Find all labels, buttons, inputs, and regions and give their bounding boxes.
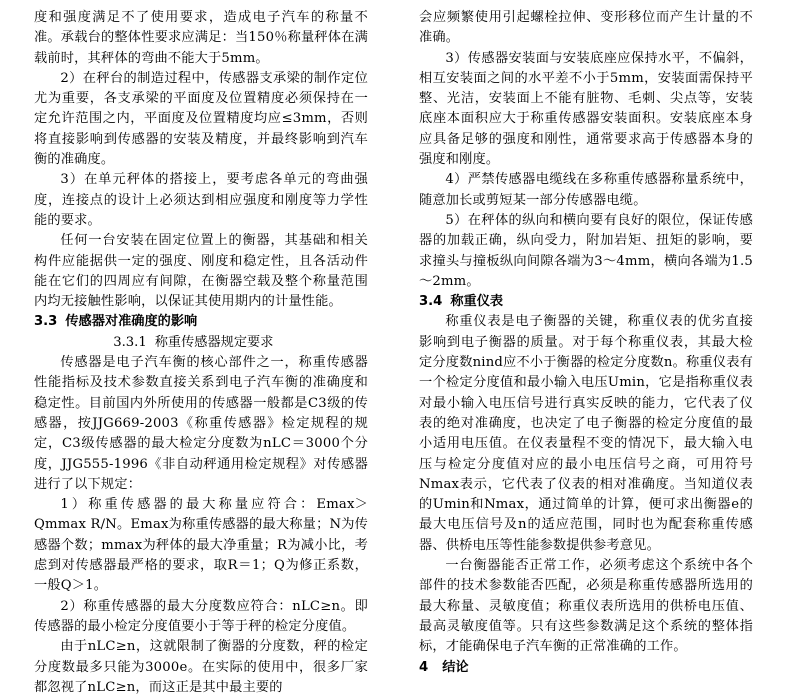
body-paragraph: 称重仪表是电子衡器的关键，称重仪表的优劣直接影响到电子衡器的质量。对于每个称重仪表，其最大检定分度数nind应不小于衡器的检定分度数n。称重仪表有一个检定分度值和最小输入电压Umin，它是指称重仪表对最小输入电压信号进行真实反映的能力，它代表了仪表的绝对准确度，也决定了电子衡器的检定分度值的最小适用电压值。在仪表量程不变的情况下，最大输入电压与检定分度值对应的最小电压信号之商，可用符号Nmax表示，它代表了仪表的相对准确度。当知道仪表的Umin和Nmax，通过简单的计算，便可求出衡器e的最大电压信号及n的适应范围，同时也为配套称重传感器、供桥电压等性能参数提供参考意见。: [419, 314, 753, 553]
section-number: 4: [419, 659, 429, 675]
body-paragraph: 一台衡器能否正常工作，必须考虑这个系统中各个部件的技术参数能否匹配，必须是称重传感器所选用的最大称量、灵敏度值；称重仪表所选用的供桥电压值、最高灵敏度值等。只有这些参数满足这个系统的整体指标，才能确保电子汽车衡的正常准确的工作。: [419, 558, 753, 655]
body-paragraph: 由于nLC≥n，这就限制了衡器的分度数，秤的检定分度数最多只能为3000e。在实际的使用中，很多厂家都忽视了nLC≥n，而这正是其中最主要的: [34, 639, 368, 695]
subsection-heading: [34, 333, 368, 353]
body-paragraph: 会应频繁使用引起螺栓拉伸、变形移位而产生计量的不准确。: [419, 10, 753, 46]
right-text-column: [419, 8, 753, 684]
body-paragraph: 任何一台安装在固定位置上的衡器，其基础和相关构件应能据供一定的强度、刚度和稳定性，且各活动件能在它们的四周应有间隙，在衡器空载及整个称量范围内均无接触性影响，以保证其使用期内的计量性能。: [34, 233, 368, 310]
body-paragraph: 2）在秤台的制造过程中，传感器支承梁的制作定位尤为重要，各支承梁的平面度及位置精度必须保持在一定允许范围之内，平面度及位置精度均应≤3mm，否则将直接影响到传感器的安装及精度，并最终影响到汽车衡的准确度。: [34, 70, 368, 168]
body-paragraph: 3）传感器安装面与安装底座应保持水平，不偏斜，相互安装面之间的水平差不小于5mm，安装面需保持平整、光洁，安装面上不能有脏物、毛刺、尖点等，安装底座本面积应大于称重传感器安装面积。安装底座本身应具备足够的强度和刚性，通常要求高于传感器本身的强度和刚度。: [419, 50, 753, 168]
section-title: 称重仪表: [450, 294, 504, 310]
subsection-number: 3.3.1: [113, 334, 147, 350]
body-paragraph: 5）在秤体的纵向和横向要有良好的限位，保证传感器的加载正确，纵向受力，附加岩矩、扭矩的影响，要求撞头与撞板纵向间隙各端为3～4mm，横向各端为1.5～2mm。: [419, 212, 753, 289]
section-title: 传感器对准确度的影响: [65, 314, 198, 330]
body-paragraph: 3）在单元秤体的搭接上，要考虑各单元的弯曲强度，连接点的设计上必须达到相应强度和刚度等力学性能的要求。: [34, 172, 368, 228]
section-number: 3.4: [419, 294, 443, 310]
left-text-column: [34, 8, 368, 695]
section-heading: [34, 312, 368, 332]
section-heading: [419, 292, 753, 312]
section-heading: [419, 658, 753, 678]
body-paragraph: 1）称重传感器的最大称量应符合：Emax＞Qmmax R/N。Emax为称重传感器的最大称量；N为传感器个数；mmax为秤体的最大净重量；R为减小比，考虑到对传感器最严格的要求，取R＝1；Q为修正系数，一般Q＞1。: [34, 497, 368, 594]
body-paragraph: 度和强度满足不了使用要求，造成电子汽车的称量不准。承载台的整体性要求应满足：当150％称量秤体在满载前时，其秤体的弯曲不能大于5mm。: [34, 10, 368, 66]
section-number: 3.3: [34, 314, 58, 330]
subsection-title: 称重传感器规定要求: [154, 334, 274, 350]
body-paragraph: 2）称重传感器的最大分度数应符合：nLC≥n。即传感器的最小检定分度值要小于等于秤的检定分度值。: [34, 598, 368, 634]
body-paragraph: 4）严禁传感器电缆线在多称重传感器称量系统中，随意加长或剪短某一部分传感器电缆。: [419, 172, 753, 208]
body-paragraph: 传感器是电子汽车衡的核心部件之一，称重传感器性能指标及技术参数直接关系到电子汽车衡的准确度和稳定性。目前国内外所使用的传感器一般都是C3级的传感器，按JJG669-2003《称重传感器》检定规程的规定，C3级传感器的最大检定分度数为nLC＝3000个分度，JJG555-1996《非自动秤通用检定规程》对传感器进行了以下规定：: [34, 355, 368, 492]
two-column-layout: [34, 8, 753, 695]
section-title: 结论: [442, 659, 469, 675]
